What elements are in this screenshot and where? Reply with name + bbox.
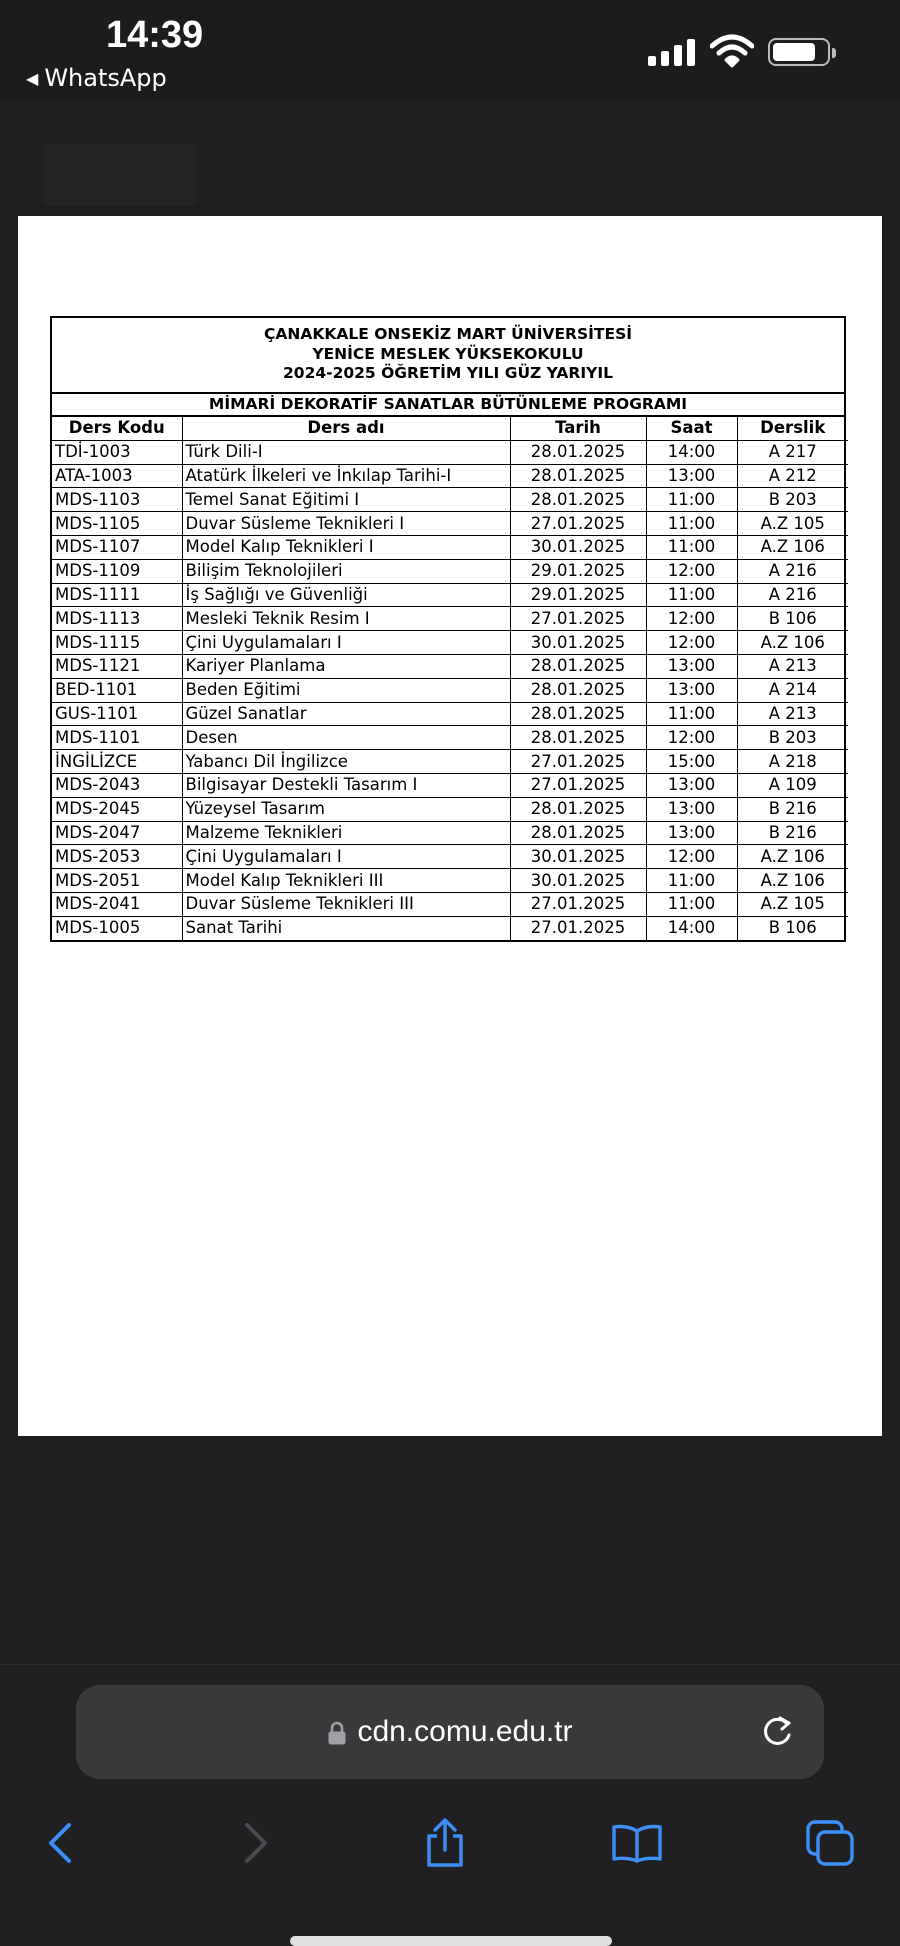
cell-time: 11:00 [646,583,737,607]
cell-room: A 214 [737,678,848,702]
cell-room: A.Z 106 [737,869,848,893]
cell-time: 13:00 [646,821,737,845]
column-header-room: Derslik [737,417,848,441]
cell-room: A 213 [737,654,848,678]
forward-icon[interactable] [226,1813,286,1873]
cell-room: B 216 [737,797,848,821]
cell-time: 15:00 [646,750,737,774]
table-row [52,726,848,750]
home-indicator[interactable] [290,1936,612,1946]
cell-date: 27.01.2025 [510,607,646,631]
cell-course: İş Sağlığı ve Güvenliği [182,583,510,607]
cell-time: 11:00 [646,892,737,916]
cell-time: 14:00 [646,440,737,464]
cell-course: Malzeme Teknikleri [182,821,510,845]
cell-course: Duvar Süsleme Teknikleri III [182,892,510,916]
back-triangle-icon: ◀ [26,68,39,88]
cell-course: Güzel Sanatlar [182,702,510,726]
cell-code: MDS-1101 [52,726,182,750]
cell-course: Bilgisayar Destekli Tasarım I [182,773,510,797]
column-header-date: Tarih [510,417,646,441]
back-icon[interactable] [30,1813,90,1873]
cell-code: MDS-1113 [52,607,182,631]
cell-date: 27.01.2025 [510,773,646,797]
column-header-code: Ders Kodu [52,417,182,441]
cell-code: MDS-1107 [52,535,182,559]
share-icon[interactable] [415,1813,475,1873]
cell-course: Temel Sanat Eğitimi I [182,488,510,512]
cell-date: 27.01.2025 [510,750,646,774]
cell-date: 28.01.2025 [510,678,646,702]
table-row [52,750,848,774]
cell-time: 14:00 [646,916,737,940]
cell-date: 28.01.2025 [510,654,646,678]
battery-icon [768,38,830,66]
cell-course: Yabancı Dil İngilizce [182,750,510,774]
cell-time: 13:00 [646,464,737,488]
cell-date: 28.01.2025 [510,488,646,512]
header-university: ÇANAKKALE ONSEKİZ MART ÜNİVERSİTESİ [263,325,633,343]
table-row [52,821,848,845]
cell-time: 13:00 [646,773,737,797]
cell-date: 29.01.2025 [510,583,646,607]
cell-room: B 203 [737,488,848,512]
cell-code: MDS-2051 [52,869,182,893]
table-row [52,654,848,678]
table-row [52,464,848,488]
cell-code: MDS-2041 [52,892,182,916]
exam-schedule [50,316,846,942]
cell-room: A.Z 106 [737,845,848,869]
cell-date: 28.01.2025 [510,702,646,726]
cell-time: 12:00 [646,631,737,655]
signal-icon [648,38,695,66]
table-row [52,797,848,821]
back-to-app-link[interactable] [26,64,167,92]
table-row [52,512,848,536]
cell-date: 27.01.2025 [510,892,646,916]
table-row [52,535,848,559]
cell-room: B 216 [737,821,848,845]
url-text: cdn.comu.edu.tr [357,1715,573,1748]
cell-room: A 216 [737,559,848,583]
table-row [52,678,848,702]
table-row [52,845,848,869]
cell-course: Çini Uygulamaları I [182,631,510,655]
cell-room: A 216 [737,583,848,607]
faded-toolbar-shadow [44,144,196,206]
cell-time: 11:00 [646,702,737,726]
table-row [52,440,848,464]
cell-course: Model Kalıp Teknikleri III [182,869,510,893]
cell-code: BED-1101 [52,678,182,702]
cell-course: Kariyer Planlama [182,654,510,678]
cell-code: MDS-1111 [52,583,182,607]
document-header [52,318,844,394]
cell-room: A.Z 106 [737,535,848,559]
cell-room: A 109 [737,773,848,797]
header-school: YENİCE MESLEK YÜKSEKOKULU [312,344,584,363]
cell-time: 11:00 [646,535,737,559]
cell-course: Çini Uygulamaları I [182,845,510,869]
cell-date: 30.01.2025 [510,845,646,869]
lock-icon [327,1721,347,1745]
cell-date: 27.01.2025 [510,512,646,536]
table-row [52,631,848,655]
toolbar [0,1805,900,1885]
cell-date: 28.01.2025 [510,464,646,488]
table-header-row [52,417,848,441]
cell-date: 28.01.2025 [510,440,646,464]
cell-date: 30.01.2025 [510,631,646,655]
cell-course: Desen [182,726,510,750]
cell-date: 28.01.2025 [510,797,646,821]
cell-date: 30.01.2025 [510,869,646,893]
cell-code: İNGİLİZCE [52,750,182,774]
cell-code: MDS-2053 [52,845,182,869]
table-row [52,607,848,631]
cell-room: A 218 [737,750,848,774]
cell-course: Duvar Süsleme Teknikleri I [182,512,510,536]
cell-code: MDS-1005 [52,916,182,940]
tabs-icon[interactable] [800,1813,860,1873]
cell-code: MDS-1115 [52,631,182,655]
cell-course: Türk Dili-I [182,440,510,464]
back-app-label: WhatsApp [44,64,167,92]
cell-time: 13:00 [646,654,737,678]
header-term: 2024-2025 ÖĞRETİM YILI GÜZ YARIYIL [283,364,613,382]
cell-room: A.Z 105 [737,892,848,916]
column-header-course: Ders adı [182,417,510,441]
cell-room: B 203 [737,726,848,750]
cell-code: MDS-1109 [52,559,182,583]
table-row [52,869,848,893]
table-row [52,892,848,916]
cell-course: Yüzeysel Tasarım [182,797,510,821]
cell-time: 13:00 [646,797,737,821]
cell-course: Sanat Tarihi [182,916,510,940]
document-subtitle: MİMARİ DEKORATİF SANATLAR BÜTÜNLEME PROGRAMI [52,394,844,417]
cell-room: A.Z 105 [737,512,848,536]
cell-room: A 217 [737,440,848,464]
cell-room: A 212 [737,464,848,488]
cell-course: Model Kalıp Teknikleri I [182,535,510,559]
cell-date: 27.01.2025 [510,916,646,940]
cell-code: MDS-1121 [52,654,182,678]
cell-room: B 106 [737,916,848,940]
table-row [52,916,848,940]
cell-date: 30.01.2025 [510,535,646,559]
wifi-icon [710,34,754,68]
cell-time: 13:00 [646,678,737,702]
address-bar[interactable] [76,1685,824,1779]
cell-course: Beden Eğitimi [182,678,510,702]
cell-time: 12:00 [646,726,737,750]
document-page [18,216,882,1436]
schedule-table [52,417,848,941]
cell-time: 12:00 [646,607,737,631]
table-row [52,702,848,726]
table-row [52,583,848,607]
status-bar [0,0,900,100]
cell-room: A 213 [737,702,848,726]
cell-code: MDS-2047 [52,821,182,845]
cell-code: ATA-1003 [52,464,182,488]
table-row [52,488,848,512]
cell-room: B 106 [737,607,848,631]
table-row [52,559,848,583]
table-row [52,773,848,797]
cell-time: 11:00 [646,488,737,512]
cell-code: MDS-1103 [52,488,182,512]
cell-code: GUS-1101 [52,702,182,726]
reload-icon[interactable] [758,1713,796,1751]
cell-date: 28.01.2025 [510,821,646,845]
cell-code: TDİ-1003 [52,440,182,464]
cell-code: MDS-1105 [52,512,182,536]
browser-bottom-bar [0,1664,900,1946]
cell-time: 11:00 [646,512,737,536]
status-time: 14:39 [106,14,204,56]
column-header-time: Saat [646,417,737,441]
cell-course: Mesleki Teknik Resim I [182,607,510,631]
cell-time: 11:00 [646,869,737,893]
bookmarks-icon[interactable] [607,1813,667,1873]
cell-code: MDS-2043 [52,773,182,797]
cell-time: 12:00 [646,845,737,869]
cell-date: 29.01.2025 [510,559,646,583]
cell-room: A.Z 106 [737,631,848,655]
cell-course: Atatürk İlkeleri ve İnkılap Tarihi-I [182,464,510,488]
cell-date: 28.01.2025 [510,726,646,750]
cell-code: MDS-2045 [52,797,182,821]
cell-course: Bilişim Teknolojileri [182,559,510,583]
cell-time: 12:00 [646,559,737,583]
